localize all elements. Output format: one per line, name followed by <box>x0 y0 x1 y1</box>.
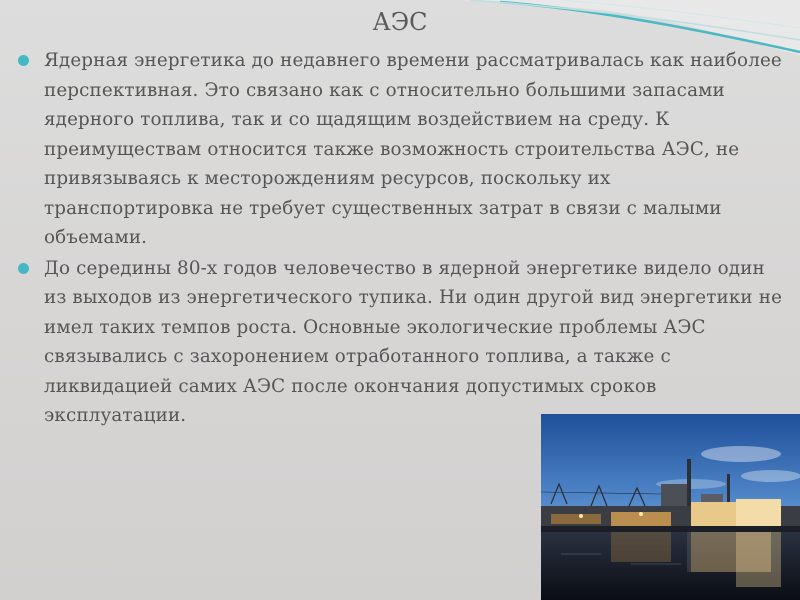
bullet-text: До середины 80-х годов человечество в ядерной энергетике видело один из выходов из энергетического тупика. Ни один другой вид энергетики не имел таких темпов роста. Основные экологические проблемы АЭС связывались с захоронением отработанного топлива, а также с ликвидацией самих АЭС после окончания допустимых сроков эксплуатации. <box>44 257 783 426</box>
nuclear-plant-photo <box>541 414 800 600</box>
bullet-item <box>14 254 784 431</box>
bullet-list <box>14 46 784 431</box>
slide-title: АЭС <box>372 8 428 36</box>
bullet-dot-icon <box>18 263 29 274</box>
bullet-dot-icon <box>18 55 29 66</box>
bullet-item <box>14 46 784 253</box>
bullet-text: Ядерная энергетика до недавнего времени рассматривалась как наиболее перспективная. Это связано как с относительно большими запасами ядерного топлива, так и со щадящим воздействием на среду. К преимуществам относится также возможность строительства АЭС, не привязываясь к месторождениям ресурсов, поскольку их транспортировка не требует существенных затрат в связи с малыми объемами. <box>44 50 782 248</box>
